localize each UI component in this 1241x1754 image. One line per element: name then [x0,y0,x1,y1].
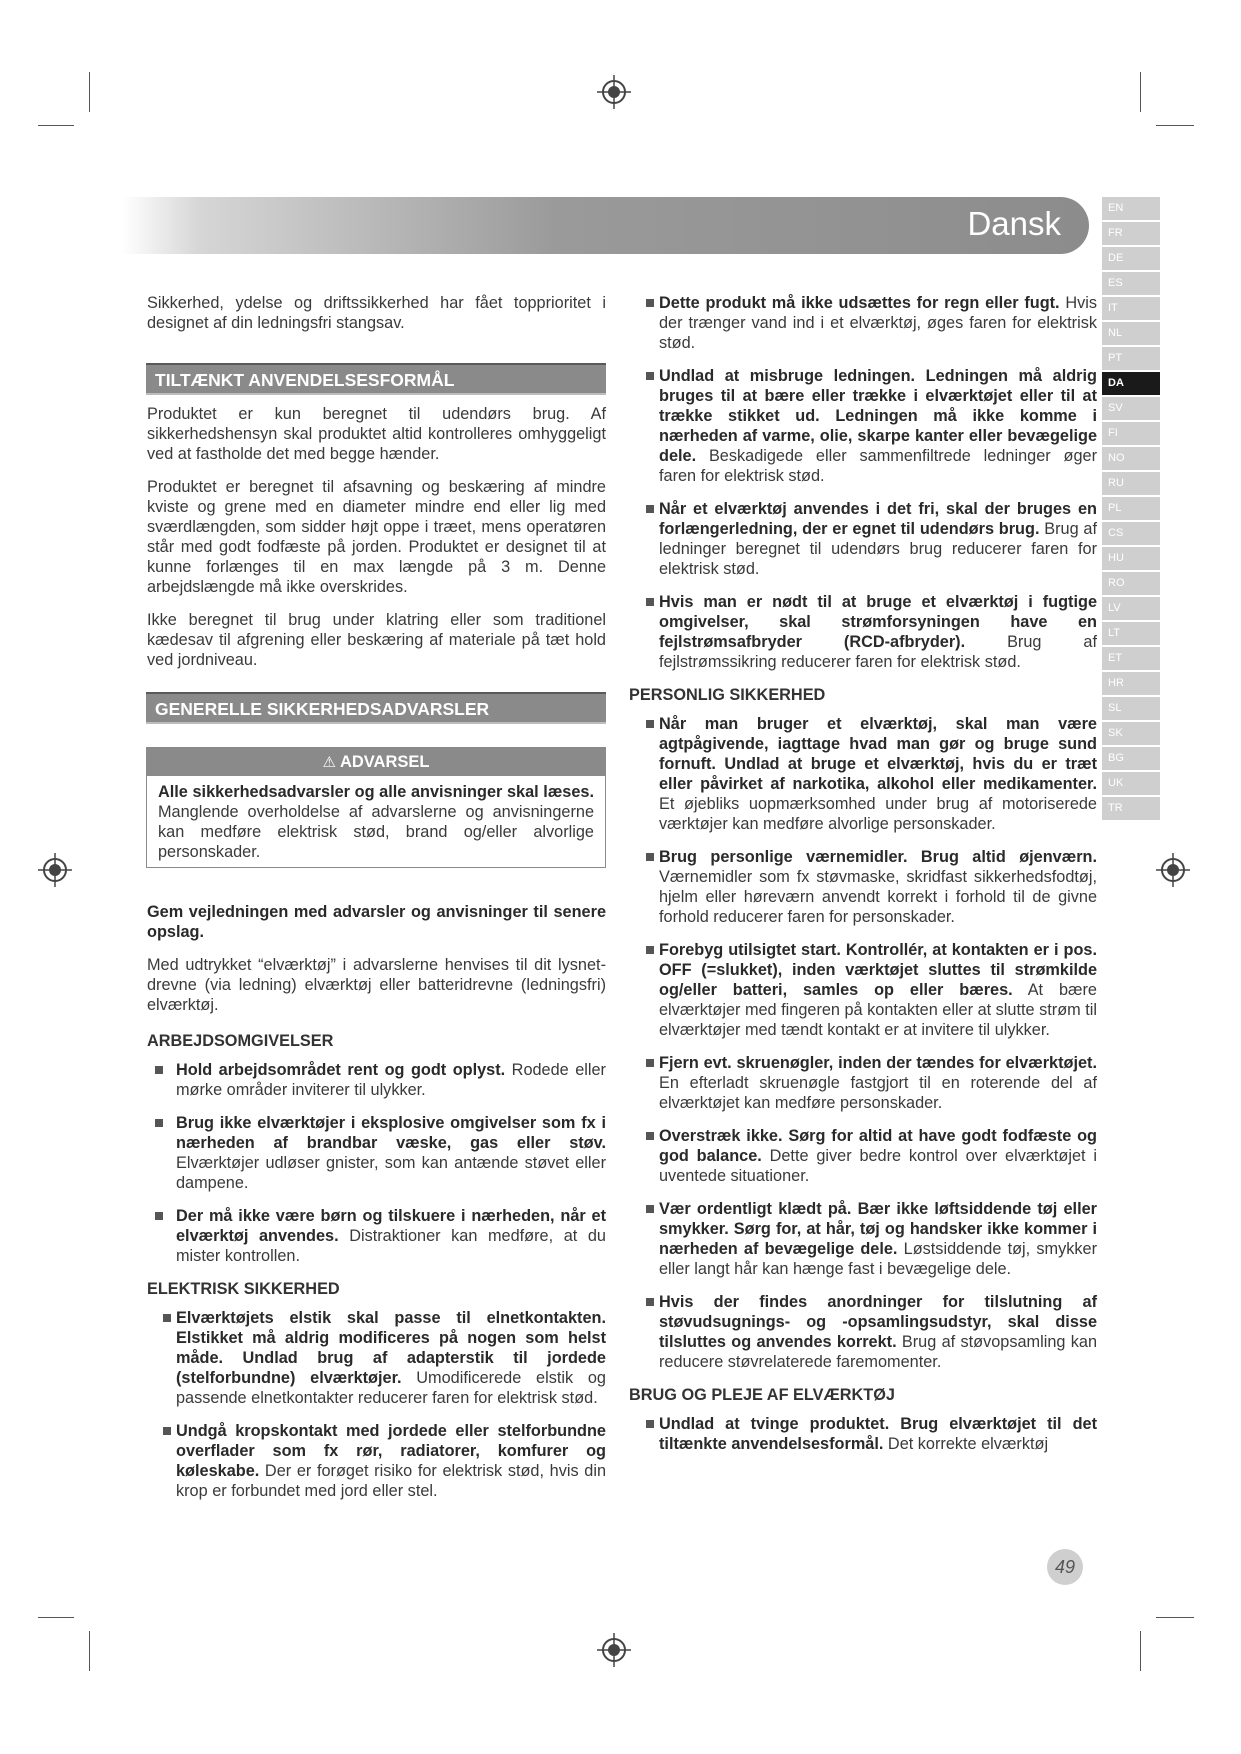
paragraph: Ikke beregnet til brug under klatring eller som traditionel kædesav til afgrening eller beskæring af materiale på tæt hold ved jordniveau. [147,611,606,669]
bullet-item [147,1060,606,1100]
crop-mark [38,1617,74,1618]
language-tab-ro[interactable]: RO [1102,572,1160,595]
language-tab-sl[interactable]: SL [1102,697,1160,720]
warning-bold-text: Alle sikkerhedsadvarsler og alle anvisninger skal læses. [158,783,594,801]
crop-mark [1156,125,1194,126]
bullet-item [147,1421,606,1501]
bullet-square-icon [646,1059,654,1067]
subsection-heading: ARBEJDSOMGIVELSER [147,1032,334,1050]
bullet-text: En efterladt skruenøgle fastgjort til en roterende del af elværktøjet kan medføre personskader. [659,1074,1097,1112]
personal-safety-list [630,714,1097,1372]
bullet-item [630,1053,1097,1113]
bullet-bold-text: Elværktøjets elstik skal passe til elnetkontakten. Elstikket må aldrig modificeres på nogen som helst måde. Undlad brug af adapterstik til jordede (stelforbundne) elværktøjer. [176,1309,606,1387]
bullet-item [630,1292,1097,1372]
bullet-text: Det korrekte elværktøj [883,1435,1049,1453]
bullet-bold-text: Fjern evt. skruenøgler, inden der tændes for elværktøjet. [659,1054,1097,1072]
bullet-bold-text: Der må ikke være børn og tilskuere i nærheden, når et elværktøj anvendes. [176,1207,606,1245]
electrical-safety-list [147,1308,606,1501]
page-number: 49 [1047,1549,1083,1585]
bullet-square-icon [646,720,654,728]
bullet-square-icon [646,598,654,606]
language-tab-sv[interactable]: SV [1102,397,1160,420]
bullet-bold-text: Undlad at misbruge ledningen. Ledningen må aldrig bruges til at bære eller trække i elværktøjet eller til at trække stikket ud. Ledningen må ikke komme i nærheden af varme, olie, skarpe kanter eller bevægelige dele. [659,367,1097,465]
language-tab-no[interactable]: NO [1102,447,1160,470]
bullet-text: Løstsiddende tøj, smykker eller langt hår kan hænge fast i bevægelige dele. [659,1240,1097,1278]
right-column [630,293,1097,1467]
language-tab-de[interactable]: DE [1102,247,1160,270]
bullet-bold-text: Vær ordentligt klædt på. Bær ikke løftsiddende tøj eller smykker. Sørg for, at hår, tøj og handsker ikke kommer i nærheden af bevægelige dele. [659,1200,1097,1258]
warning-body [147,776,605,867]
page-title: Dansk [967,205,1061,242]
language-tab-tr[interactable]: TR [1102,797,1160,820]
section-heading: GENERELLE SIKKERHEDSADVARSLER [146,692,606,724]
keep-instructions-bold: Gem vejledningen med advarsler og anvisninger til senere opslag. [147,903,606,941]
header-banner [122,197,1089,254]
bullet-item [630,592,1097,672]
warning-header [147,748,605,776]
bullet-bold-text: Brug ikke elværktøjer i eksplosive omgivelser som fx i nærheden af brandbar væske, gas eller støv. [176,1114,606,1152]
language-tab-ru[interactable]: RU [1102,472,1160,495]
language-tab-fr[interactable]: FR [1102,222,1160,245]
bullet-square-icon [646,1298,654,1306]
language-tab-bg[interactable]: BG [1102,747,1160,770]
subsection-heading: ELEKTRISK SIKKERHED [147,1280,340,1298]
bullet-text: Elværktøjer udløser gnister, som kan antænde støvet eller dampene. [176,1154,606,1192]
language-tabs [1102,197,1160,822]
language-tab-uk[interactable]: UK [1102,772,1160,795]
bullet-text: Rodede eller mørke områder inviterer til ulykker. [176,1061,606,1099]
bullet-square-icon [646,372,654,380]
registration-mark-icon [597,75,631,109]
paragraph: Med udtrykket “elværktøj” i advarslerne henvises til dit lysnet-drevne (via ledning) elværktøj eller batteridrevne (ledningsfri) elværktøj. [147,956,606,1014]
bullet-bold-text: Når man bruger et elværktøj, skal man være agtpågivende, iagttage hvad man gør og bruge sund fornuft. Undlad at bruge et elværktøj, hvis du er træt eller påvirket af narkotika, alkohol eller medikamenter. [659,715,1097,793]
bullet-square-icon [155,1119,163,1127]
language-tab-it[interactable]: IT [1102,297,1160,320]
bullet-text: Brug af støvopsamling kan reducere støvrelaterede faremomenter. [659,1333,1097,1371]
bullet-square-icon [155,1212,163,1220]
paragraph: Produktet er kun beregnet til udendørs brug. Af sikkerhedshensyn skal produktet altid kontrolleres omhyggeligt ved at fastholde det med begge hænder. [147,405,606,463]
bullet-item [630,1414,1097,1454]
language-tab-hr[interactable]: HR [1102,672,1160,695]
section-heading: TILTÆNKT ANVENDELSESFORMÅL [146,363,606,395]
bullet-item [630,366,1097,486]
language-tab-da[interactable]: DA [1102,372,1160,395]
language-tab-sk[interactable]: SK [1102,722,1160,745]
bullet-text: Værnemidler som fx støvmaske, skridfast sikkerhedsfodtøj, hjelm eller høreværn anvendt korrekt i forhold til de givne forhold reducerer faren for personskader. [659,868,1097,926]
language-tab-en[interactable]: EN [1102,197,1160,220]
keep-instructions [147,902,606,942]
bullet-square-icon [163,1427,171,1435]
warning-title: ADVARSEL [339,753,430,771]
bullet-item [147,1113,606,1193]
bullet-bold-text: Hvis man er nødt til at bruge et elværktøj i fugtige omgivelser, skal strømforsyningen have en fejlstrømsafbryder (RCD-afbryder). [659,593,1097,651]
warning-triangle-icon: ⚠ [322,754,336,771]
warning-box [146,747,606,868]
subsection-heading: PERSONLIG SIKKERHED [629,686,826,704]
language-tab-lv[interactable]: LV [1102,597,1160,620]
bullet-square-icon [646,946,654,954]
tool-care-list [630,1414,1097,1454]
bullet-text: Umodificerede elstik og passende elnetkontakter reducerer faren for elektrisk stød. [176,1369,606,1407]
bullet-bold-text: Overstræk ikke. Sørg for altid at have godt fodfæste og god balance. [659,1127,1097,1165]
bullet-item [630,940,1097,1040]
registration-mark-icon [597,1633,631,1667]
bullet-square-icon [646,505,654,513]
registration-mark-icon [1156,853,1190,887]
language-tab-cs[interactable]: CS [1102,522,1160,545]
crop-mark [89,1631,90,1671]
bullet-item [630,1126,1097,1186]
bullet-bold-text: Undlad at tvinge produktet. Brug elværktøjet til det tiltænkte anvendelsesformål. [659,1415,1097,1453]
registration-mark-icon [38,853,72,887]
bullet-item [630,714,1097,834]
bullet-item [630,293,1097,353]
bullet-bold-text: Hvis der findes anordninger for tilslutning af støvudsugnings- og -opsamlingsudstyr, skal disse tilsluttes og anvendes korrekt. [659,1293,1097,1351]
bullet-item [630,1199,1097,1279]
bullet-square-icon [646,299,654,307]
bullet-text: Der er forøget risiko for elektrisk stød, hvis din krop er forbundet med jord eller stel. [176,1462,606,1500]
language-tab-es[interactable]: ES [1102,272,1160,295]
left-column [147,293,606,1514]
bullet-item [630,847,1097,927]
bullet-text: Hvis der trænger vand ind i et elværktøj, øges faren for elektrisk stød. [659,294,1097,352]
language-tab-fi[interactable]: FI [1102,422,1160,445]
language-tab-pl[interactable]: PL [1102,497,1160,520]
bullet-square-icon [646,1420,654,1428]
language-tab-nl[interactable]: NL [1102,322,1160,345]
intro-text: Sikkerhed, ydelse og driftssikkerhed har fået topprioritet i designet af din ledningsfri stangsav. [147,294,606,332]
bullet-text: Dette giver bedre kontrol over elværktøjet i uventede situationer. [659,1147,1097,1185]
bullet-item [630,499,1097,579]
paragraph: Produktet er beregnet til afsavning og beskæring af mindre kviste og grene med en diameter mindre end eller lig med sværdlængden, som sidder højt oppe i træet, mens operatøren står med godt fodfæste på jorden. Produktet er designet til at kunne forlænges til en max længde på 3 m. Denne arbejdslængde må ikke overskrides. [147,478,606,596]
bullet-square-icon [646,853,654,861]
subsection-heading: BRUG OG PLEJE AF ELVÆRKTØJ [629,1386,895,1404]
warning-text: Manglende overholdelse af advarslerne og anvisningerne kan medføre elektrisk stød, brand og/eller alvorlige personskader. [158,803,594,861]
bullet-bold-text: Undgå kropskontakt med jordede eller stelforbundne overflader som fx rør, radiatorer, komfurer og køleskabe. [176,1422,606,1480]
bullet-item [147,1206,606,1266]
bullet-bold-text: Brug personlige værnemidler. Brug altid øjenværn. [659,848,1097,866]
bullet-square-icon [155,1066,163,1074]
bullet-square-icon [163,1314,171,1322]
language-tab-et[interactable]: ET [1102,647,1160,670]
work-safety-list [147,1060,606,1266]
bullet-text: Et øjebliks uopmærksomhed under brug af motoriserede værktøjer kan medføre alvorlige personskader. [659,795,1097,833]
crop-mark [89,72,90,112]
language-tab-lt[interactable]: LT [1102,622,1160,645]
bullet-bold-text: Når et elværktøj anvendes i det fri, skal der bruges en forlængerledning, der er egnet til udendørs brug. [659,500,1097,538]
bullet-square-icon [646,1132,654,1140]
language-tab-hu[interactable]: HU [1102,547,1160,570]
bullet-text: Distraktioner kan medføre, at du mister kontrollen. [176,1227,606,1265]
crop-mark [1140,1631,1141,1671]
bullet-bold-text: Forebyg utilsigtet start. Kontrollér, at kontakten er i pos. OFF (=slukket), inden værktøjet sluttes til strømkilde og/eller batteri, samles op eller bæres. [659,941,1097,999]
bullet-text: Beskadigede eller sammenfiltrede ledninger øger faren for elektrisk stød. [659,447,1097,485]
bullet-square-icon [646,1205,654,1213]
bullet-bold-text: Hold arbejdsområdet rent og godt oplyst. [176,1061,506,1079]
bullet-text: At bære elværktøjer med fingeren på kontakten eller at slutte strøm til elværktøjer med tændt kontakt er at invitere til ulykker. [659,981,1097,1039]
crop-mark [1156,1617,1194,1618]
electrical-safety-list-cont [630,293,1097,672]
bullet-text: Brug af fejlstrømssikring reducerer faren for elektrisk stød. [659,633,1097,671]
bullet-bold-text: Dette produkt må ikke udsættes for regn eller fugt. [659,294,1060,312]
language-tab-pt[interactable]: PT [1102,347,1160,370]
bullet-item [147,1308,606,1408]
crop-mark [1140,72,1141,112]
crop-mark [38,125,74,126]
bullet-text: Brug af ledninger beregnet til udendørs brug reducerer faren for elektrisk stød. [659,520,1097,578]
